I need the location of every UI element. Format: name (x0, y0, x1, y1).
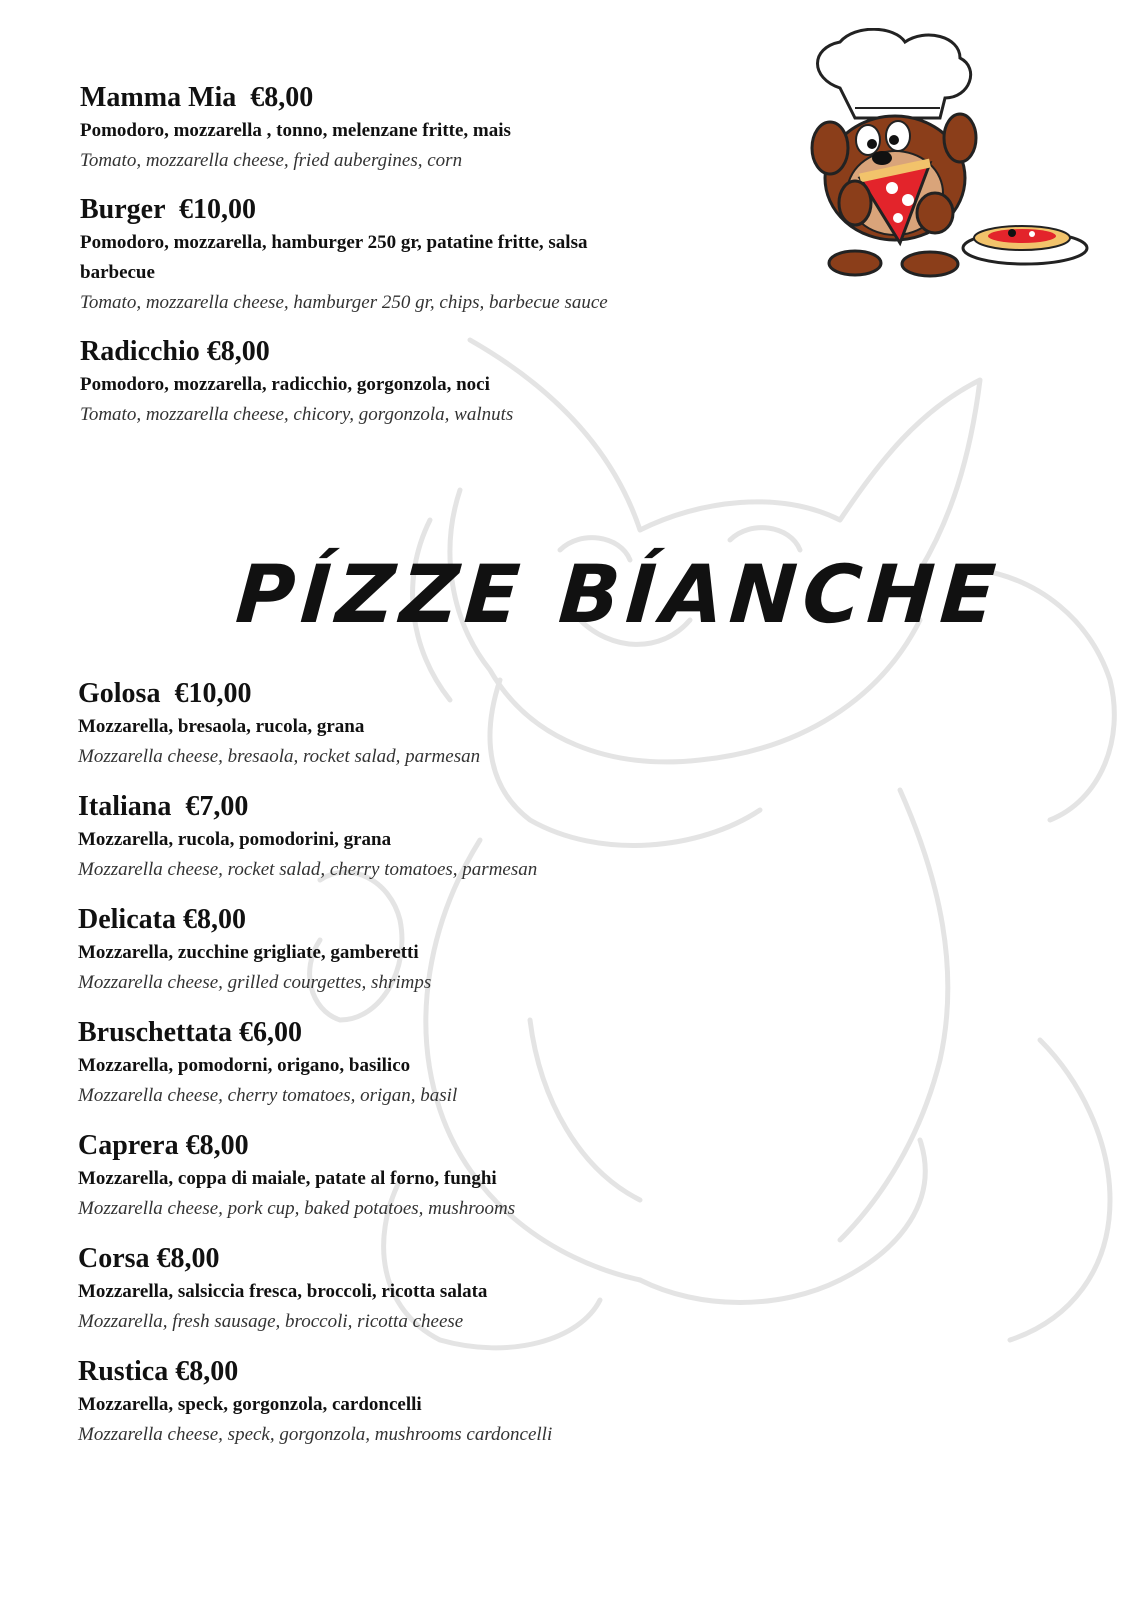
item-ingredients-it: Pomodoro, mozzarella , tonno, melenzane fritte, mais (80, 120, 511, 141)
menu-item-golosa (78, 676, 778, 772)
item-name: Bruschettata €6,00 (78, 1017, 302, 1048)
item-ingredients-it: Pomodoro, mozzarella, radicchio, gorgonzola, noci (80, 374, 490, 395)
pizze-bianche-section (78, 676, 778, 1467)
item-ingredients-it: Mozzarella, bresaola, rucola, grana (78, 716, 365, 737)
item-name: Burger €10,00 (80, 194, 257, 225)
menu-item-delicata (78, 902, 778, 998)
item-ingredients-en: Mozzarella cheese, pork cup, baked potatoes, mushrooms (78, 1198, 516, 1219)
item-ingredients-it: Mozzarella, pomodorni, origano, basilico (78, 1055, 411, 1076)
item-ingredients-it: Mozzarella, zucchine grigliate, gamberetti (78, 942, 419, 963)
top-menu-section (80, 80, 780, 446)
item-ingredients-en: Mozzarella cheese, speck, gorgonzola, mushrooms cardoncelli (78, 1424, 553, 1445)
menu-item-burger (80, 192, 640, 318)
chef-mascot-with-pizza-icon (800, 28, 1090, 288)
item-ingredients-it: Mozzarella, coppa di maiale, patate al forno, funghi (78, 1168, 497, 1189)
item-ingredients-it: Mozzarella, speck, gorgonzola, cardoncelli (78, 1394, 422, 1415)
item-ingredients-en: Mozzarella cheese, bresaola, rocket salad, parmesan (78, 746, 481, 767)
item-name: Caprera €8,00 (78, 1130, 249, 1161)
item-name: Corsa €8,00 (78, 1243, 220, 1274)
item-ingredients-it: Pomodoro, mozzarella, hamburger 250 gr, patatine fritte, salsa barbecue (80, 232, 588, 283)
item-name: Golosa €10,00 (78, 678, 252, 709)
menu-item-radicchio (80, 334, 780, 430)
item-name: Mamma Mia €8,00 (80, 82, 314, 113)
item-ingredients-en: Mozzarella, fresh sausage, broccoli, ricotta cheese (78, 1311, 464, 1332)
item-ingredients-en: Tomato, mozzarella cheese, chicory, gorgonzola, walnuts (80, 404, 514, 425)
item-ingredients-en: Mozzarella cheese, cherry tomatoes, origan, basil (78, 1085, 458, 1106)
menu-item-bruschettata (78, 1015, 778, 1111)
item-name: Rustica €8,00 (78, 1356, 239, 1387)
item-ingredients-en: Mozzarella cheese, rocket salad, cherry tomatoes, parmesan (78, 859, 538, 880)
item-name: Italiana €7,00 (78, 791, 249, 822)
menu-item-rustica (78, 1354, 778, 1450)
item-name: Delicata €8,00 (78, 904, 246, 935)
item-ingredients-en: Tomato, mozzarella cheese, fried aubergines, corn (80, 150, 463, 171)
item-ingredients-it: Mozzarella, salsiccia fresca, broccoli, ricotta salata (78, 1281, 488, 1302)
item-ingredients-en: Tomato, mozzarella cheese, hamburger 250 gr, chips, barbecue sauce (80, 292, 608, 313)
menu-item-mamma-mia (80, 80, 780, 176)
menu-item-italiana (78, 789, 778, 885)
section-heading-pizze-bianche: PÍZZE BÍANCHE (232, 548, 1005, 641)
item-name: Radicchio €8,00 (80, 336, 270, 367)
menu-item-corsa (78, 1241, 778, 1337)
item-ingredients-en: Mozzarella cheese, grilled courgettes, shrimps (78, 972, 432, 993)
menu-item-caprera (78, 1128, 778, 1224)
item-ingredients-it: Mozzarella, rucola, pomodorini, grana (78, 829, 392, 850)
